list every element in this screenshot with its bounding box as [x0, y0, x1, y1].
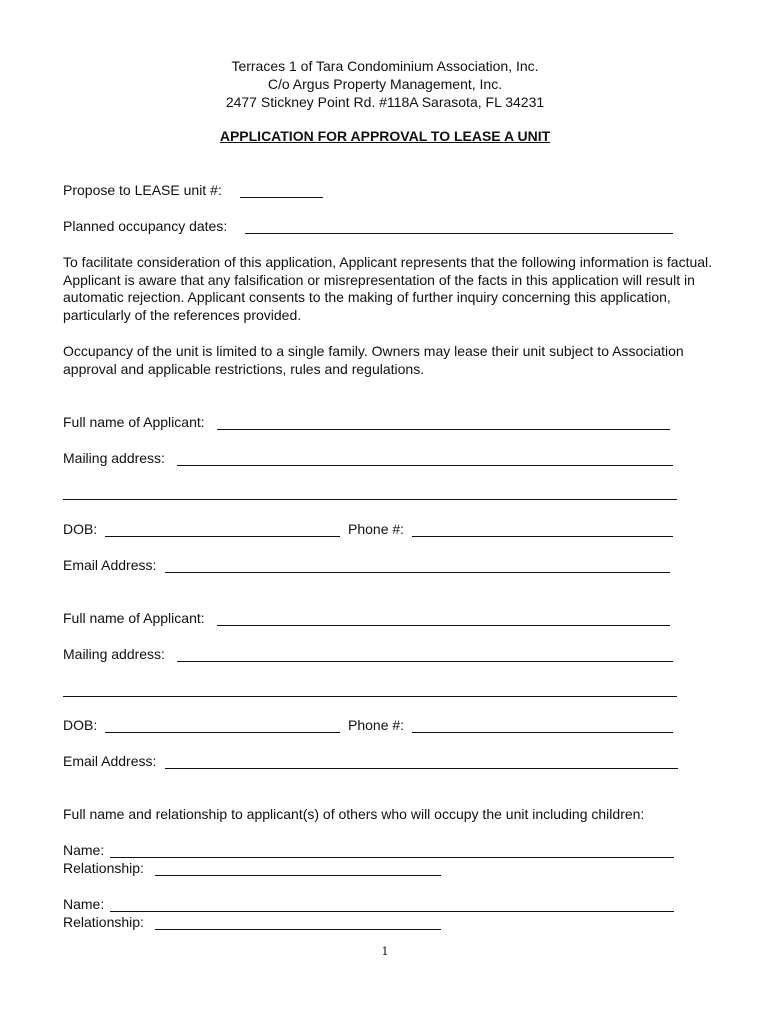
applicant1-phone-field[interactable] [412, 536, 673, 537]
applicant1-email-field[interactable] [165, 572, 670, 573]
occupancy-paragraph: Occupancy of the unit is limited to a single family. Owners may lease their unit subject to Association approval and applicable restrictions, rules and regulations. [63, 343, 684, 377]
applicant1-mailing-label: Mailing address: [63, 450, 165, 466]
unit-label: Propose to LEASE unit #: [63, 182, 222, 198]
association-name: Terraces 1 of Tara Condominium Association, Inc. [231, 58, 539, 74]
applicant2-fullname-field[interactable] [217, 625, 670, 626]
applicant1-mailing-field[interactable] [177, 465, 673, 466]
form-title: APPLICATION FOR APPROVAL TO LEASE A UNIT [219, 128, 551, 144]
applicant2-dob-label: DOB: [63, 717, 98, 733]
applicant2-email-label: Email Address: [63, 753, 157, 769]
other-occupants-intro: Full name and relationship to applicant(s) of others who will occupy the unit including children: [63, 806, 645, 822]
occupant2-name-label: Name: [63, 896, 105, 912]
applicant2-fullname-label: Full name of Applicant: [63, 610, 205, 626]
applicant1-mailing-field-line2[interactable] [63, 499, 677, 500]
applicant1-dob-label: DOB: [63, 521, 98, 537]
unit-field[interactable] [240, 197, 323, 198]
applicant2-mailing-label: Mailing address: [63, 646, 165, 662]
occupancy-dates-label: Planned occupancy dates: [63, 218, 228, 234]
occupant2-relationship-field[interactable] [155, 929, 441, 930]
applicant2-phone-field[interactable] [412, 732, 673, 733]
applicant1-fullname-field[interactable] [217, 429, 670, 430]
occupancy-dates-field[interactable] [245, 233, 673, 234]
management-company: C/o Argus Property Management, Inc. [267, 76, 503, 92]
occupant2-relationship-label: Relationship: [63, 914, 144, 930]
page-number: 1 [381, 945, 389, 958]
applicant2-mailing-field[interactable] [177, 661, 673, 662]
applicant2-email-field[interactable] [165, 768, 678, 769]
occupant1-relationship-field[interactable] [155, 875, 441, 876]
applicant2-dob-field[interactable] [105, 732, 340, 733]
applicant1-dob-field[interactable] [105, 536, 340, 537]
applicant1-email-label: Email Address: [63, 557, 157, 573]
occupant1-relationship-label: Relationship: [63, 860, 144, 876]
occupant1-name-label: Name: [63, 842, 105, 858]
applicant2-mailing-field-line2[interactable] [63, 696, 677, 697]
occupant2-name-field[interactable] [110, 911, 674, 912]
occupant1-name-field[interactable] [110, 857, 674, 858]
disclaimer-paragraph: To facilitate consideration of this application, Applicant represents that the following information is factual. Applicant is aware that any falsification or misrepresentation of the facts in this application will result in automatic rejection. Applicant consents to the making of further inquiry concerning this application, particularly of the references provided. [63, 254, 713, 323]
applicant2-phone-label: Phone #: [348, 717, 405, 733]
applicant1-phone-label: Phone #: [348, 521, 405, 537]
address-line: 2477 Stickney Point Rd. #118A Sarasota, FL 34231 [225, 94, 545, 110]
applicant1-fullname-label: Full name of Applicant: [63, 414, 205, 430]
